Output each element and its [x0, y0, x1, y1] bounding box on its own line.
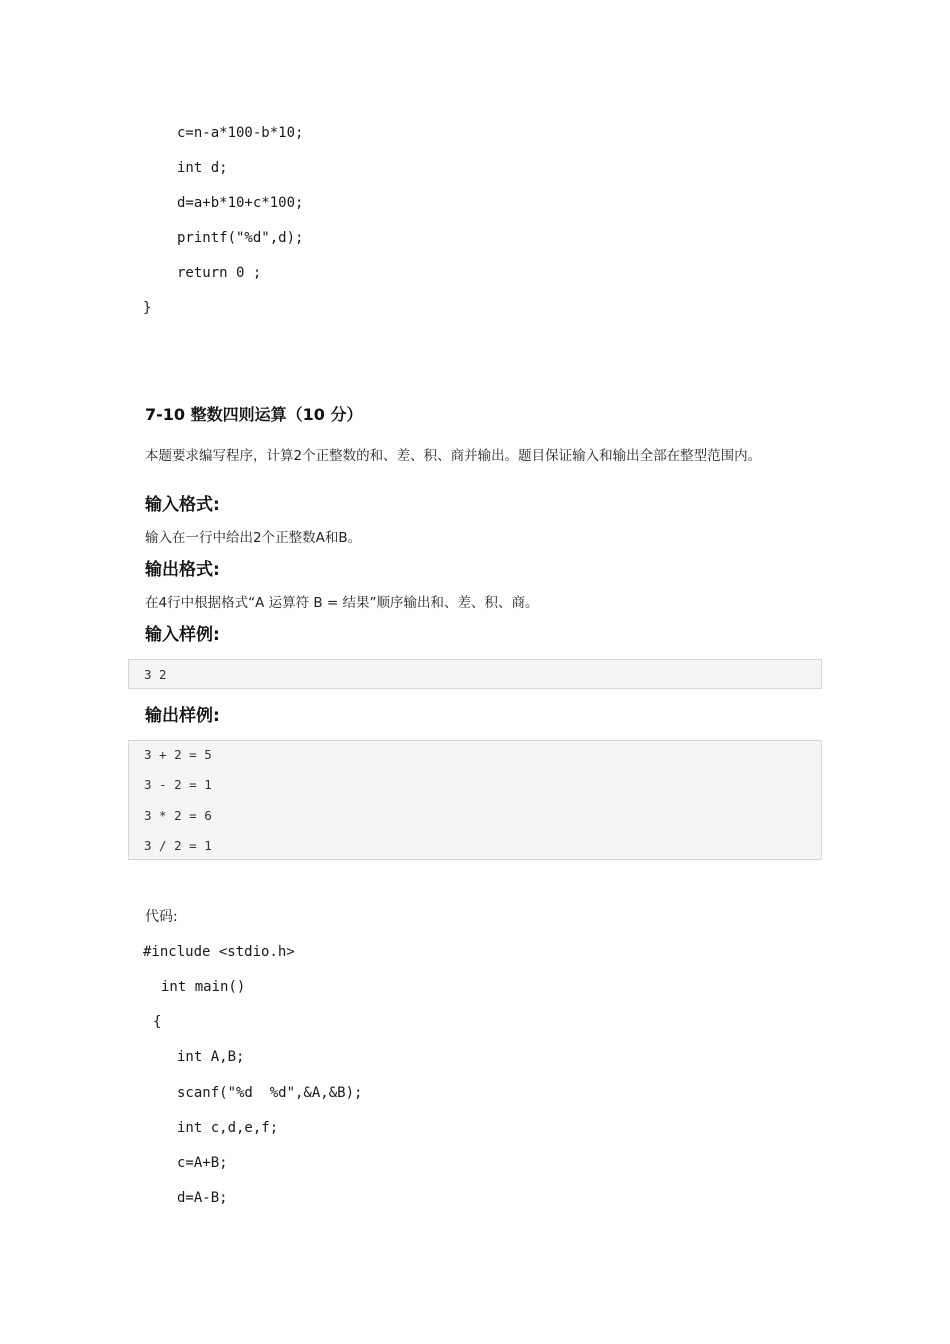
problem-title: 7-10 整数四则运算（10 分） [145, 405, 363, 424]
input-format-text: 输入在一行中给出2个正整数A和B。 [145, 530, 362, 546]
code-line: d=A-B; [177, 1190, 228, 1206]
code-line: int A,B; [177, 1049, 245, 1065]
code-line: int c,d,e,f; [177, 1120, 279, 1136]
output-sample-box [128, 740, 822, 860]
sample-line: 3 / 2 = 1 [144, 838, 212, 853]
sample-line: 3 + 2 = 5 [144, 747, 212, 762]
input-format-heading: 输入格式: [145, 495, 220, 515]
output-sample-heading: 输出样例: [145, 706, 220, 726]
sample-line: 3 * 2 = 6 [144, 808, 212, 823]
code-line: d=a+b*10+c*100; [177, 195, 304, 211]
code-line: #include <stdio.h> [143, 944, 295, 960]
sample-line: 3 - 2 = 1 [144, 777, 212, 792]
input-sample-box [128, 659, 822, 689]
input-sample-heading: 输入样例: [145, 625, 220, 645]
code-line: printf("%d",d); [177, 230, 304, 246]
code-line: return 0 ; [177, 265, 262, 281]
code-line: } [143, 300, 152, 316]
code-line: scanf("%d %d",&A,&B); [177, 1085, 363, 1101]
output-format-heading: 输出格式: [145, 560, 220, 580]
sample-line: 3 2 [144, 667, 167, 682]
code-line: { [153, 1014, 162, 1030]
code-line: c=n-a*100-b*10; [177, 125, 304, 141]
code-line: int d; [177, 160, 228, 176]
code-label: 代码: [145, 909, 178, 925]
problem-description: 本题要求编写程序，计算2个正整数的和、差、积、商并输出。题目保证输入和输出全部在整型范围内。 [145, 448, 762, 464]
code-line: c=A+B; [177, 1155, 228, 1171]
output-format-text: 在4行中根据格式“A 运算符 B = 结果”顺序输出和、差、积、商。 [145, 595, 539, 611]
code-line: int main() [161, 979, 246, 995]
